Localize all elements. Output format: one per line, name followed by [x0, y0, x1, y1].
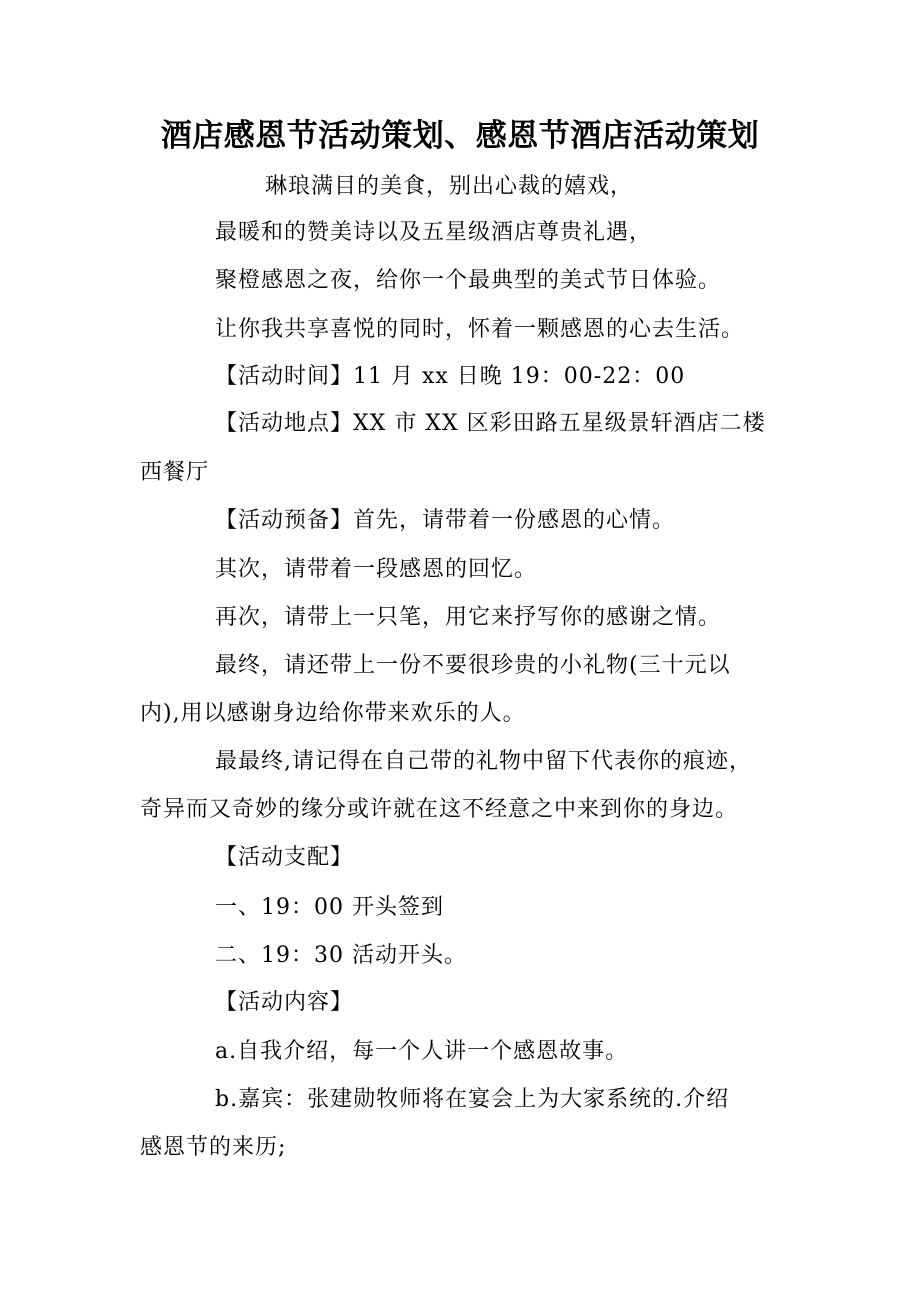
preparation-second-line: 其次，请带着一段感恩的回忆。	[215, 557, 538, 582]
preparation-fourth-line: 最终，请还带上一份不要很珍贵的小礼物(三十元以	[215, 653, 731, 678]
preparation-final-line: 最最终,请记得在自己带的礼物中留下代表你的痕迹，	[215, 749, 752, 774]
preparation-final-continued: 奇异而又奇妙的缘分或许就在这不经意之中来到你的身边。	[140, 797, 739, 822]
activity-preparation-line: 【活动预备】首先，请带着一份感恩的心情。	[215, 508, 676, 533]
schedule-item-2: 二、19：30 活动开头。	[215, 943, 467, 968]
paragraph-line-1: 琳琅满目的美食，别出心裁的嬉戏，	[265, 174, 634, 199]
paragraph-line-4: 让你我共享喜悦的同时，怀着一颗感恩的心去生活。	[215, 317, 745, 342]
preparation-fourth-continued: 内),用以感谢身边给你带来欢乐的人。	[140, 701, 526, 726]
activity-location-line: 【活动地点】XX 市 XX 区彩田路五星级景轩酒店二楼	[215, 411, 766, 436]
document-title: 酒店感恩节活动策划、感恩节酒店活动策划	[160, 118, 760, 154]
paragraph-line-2: 最暖和的赞美诗以及五星级酒店尊贵礼遇，	[215, 220, 653, 245]
activity-location-continued: 西餐厅	[140, 460, 210, 485]
preparation-third-line: 再次，请带上一只笔，用它来抒写你的感谢之情。	[215, 605, 722, 630]
paragraph-line-3: 聚橙感恩之夜，给你一个最典型的美式节日体验。	[215, 268, 722, 293]
activity-schedule-heading: 【活动支配】	[215, 845, 354, 870]
activity-content-heading: 【活动内容】	[215, 990, 354, 1015]
content-item-b: b.嘉宾：张建勋牧师将在宴会上为大家系统的.介绍	[215, 1087, 730, 1112]
activity-time-line: 【活动时间】11 月 xx 日晚 19：00-22：00	[215, 364, 686, 389]
content-item-a: a.自我介绍，每一个人讲一个感恩故事。	[215, 1039, 629, 1064]
content-item-b-continued: 感恩节的来历;	[140, 1135, 287, 1160]
schedule-item-1: 一、19：00 开头签到	[215, 895, 444, 920]
